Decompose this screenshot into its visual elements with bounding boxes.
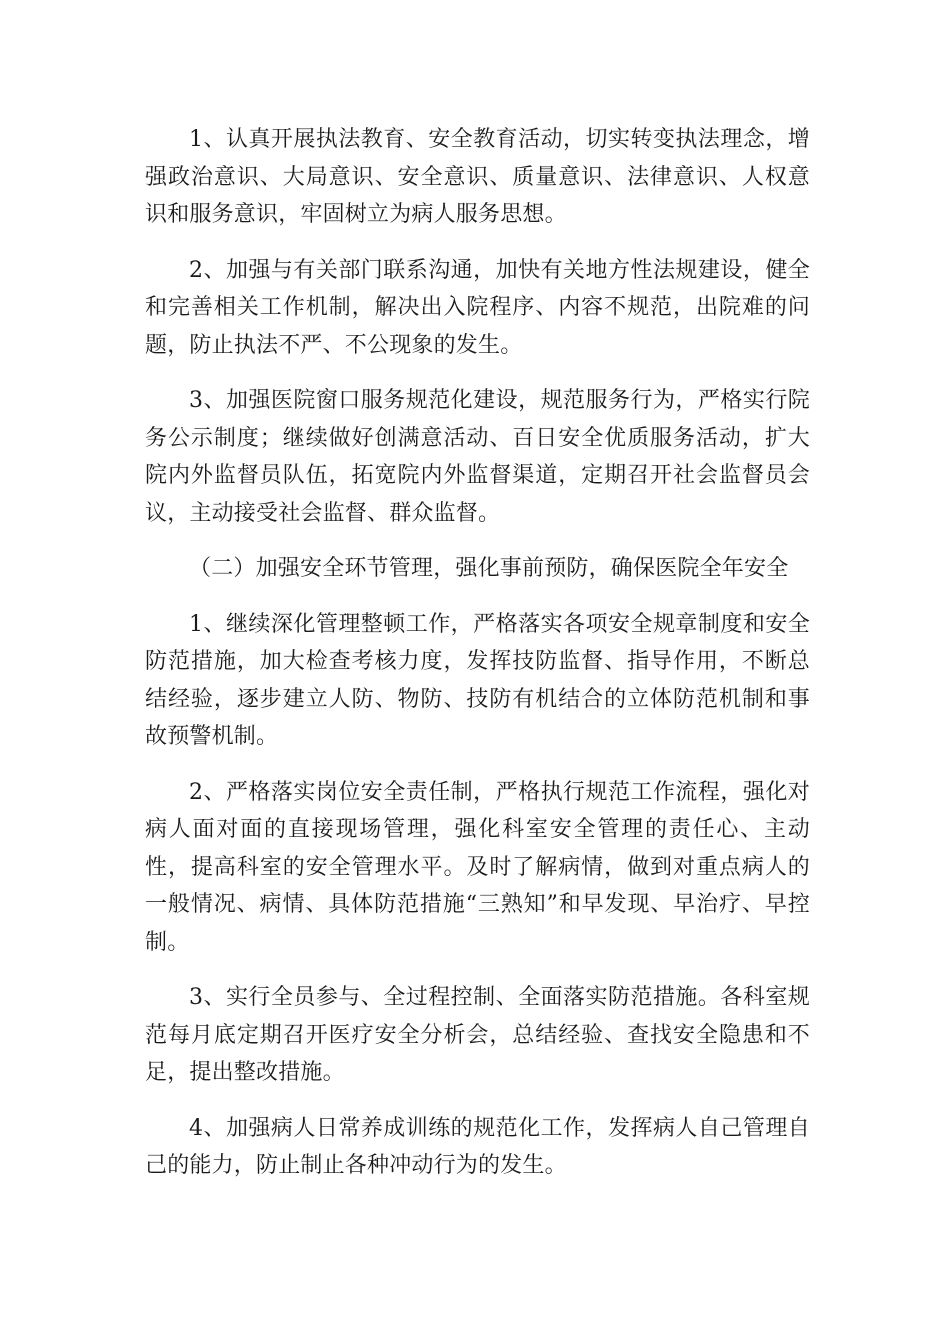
paragraph-6: 3、实行全员参与、全过程控制、全面落实防范措施。各科室规范每月底定期召开医疗安全分析会，总结经验、查找安全隐患和不足，提出整改措施。 — [145, 985, 810, 1085]
document-body — [145, 121, 810, 1203]
paragraph-7: 4、加强病人日常养成训练的规范化工作，发挥病人自己管理自己的能力，防止制止各种冲动行为的发生。 — [145, 1115, 810, 1178]
paragraph-2: 2、加强与有关部门联系沟通，加快有关地方性法规建设，健全和完善相关工作机制，解决出入院程序、内容不规范，出院难的问题，防止执法不严、不公现象的发生。 — [145, 257, 810, 358]
section-heading: （二）加强安全环节管理，强化事前预防，确保医院全年安全 — [189, 556, 789, 581]
paragraph-3: 3、加强医院窗口服务规范化建设，规范服务行为，严格实行院务公示制度；继续做好创满意活动、百日安全优质服务活动，扩大院内外监督员队伍，拓宽院内外监督渠道，定期召开社会监督员会议，主动接受社会监督、群众监督。 — [145, 388, 810, 526]
paragraph-1: 1、认真开展执法教育、安全教育活动，切实转变执法理念，增强政治意识、大局意识、安全意识、质量意识、法律意识、人权意识和服务意识，牢固树立为病人服务思想。 — [145, 127, 810, 227]
paragraph-5: 2、严格落实岗位安全责任制，严格执行规范工作流程，强化对病人面对面的直接现场管理，强化科室安全管理的责任心、主动性，提高科室的安全管理水平。及时了解病情，做到对重点病人的一般情况、病情、具体防范措施“三熟知”和早发现、早治疗、早控制。 — [145, 779, 810, 955]
paragraph-4: 1、继续深化管理整顿工作，严格落实各项安全规章制度和安全防范措施，加大检查考核力度，发挥技防监督、指导作用，不断总结经验，逐步建立人防、物防、技防有机结合的立体防范机制和事故预警机制。 — [145, 611, 810, 749]
